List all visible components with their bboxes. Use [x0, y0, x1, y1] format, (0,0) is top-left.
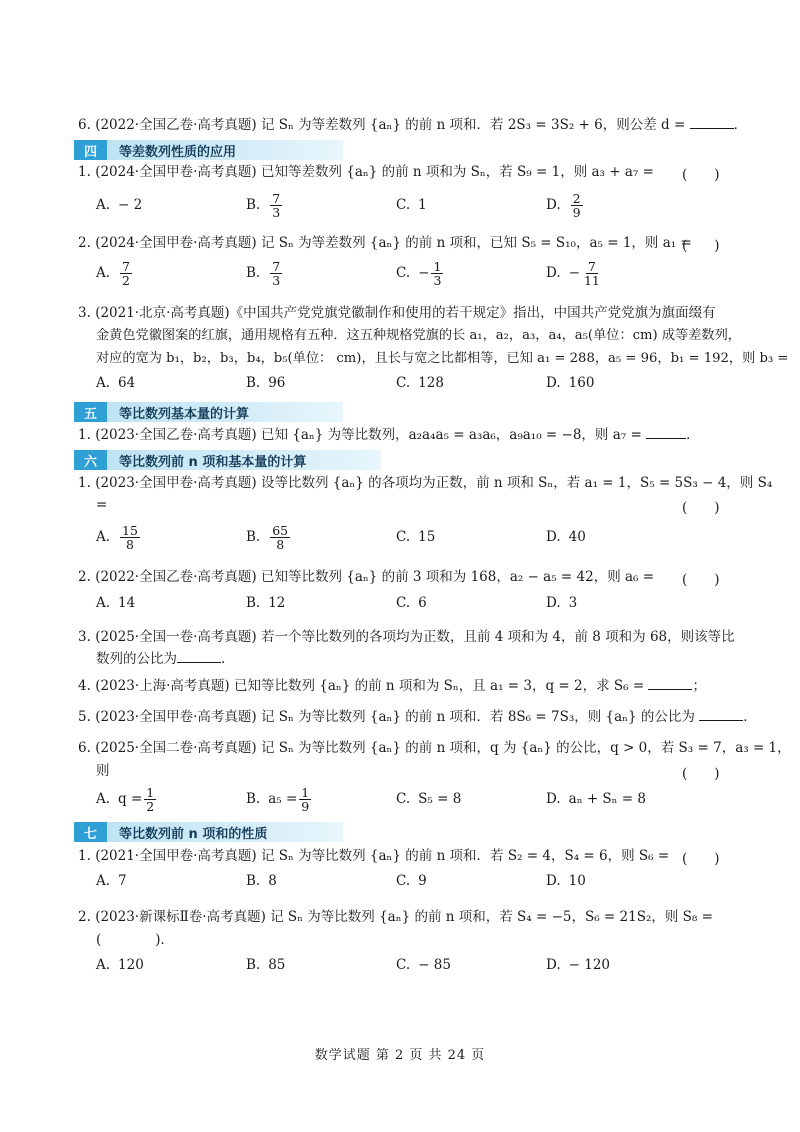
options-4-1: [96, 190, 656, 224]
answer-parentheses[interactable]: ( ): [682, 500, 720, 516]
option-a[interactable]: A. q = $\frac{1}{2}$: [96, 784, 155, 814]
option-b[interactable]: B. 12: [246, 595, 286, 611]
section-title: 等比数列基本量的计算: [107, 402, 343, 422]
answer-parentheses[interactable]: ( ): [682, 572, 720, 588]
section-number: 六: [74, 450, 107, 470]
option-a[interactable]: A. $\frac{15}{8}$: [96, 522, 138, 552]
options-4-3: [96, 368, 656, 402]
option-d[interactable]: D. 3: [546, 595, 578, 611]
option-c[interactable]: C. 15: [396, 529, 436, 545]
question-text: (2022·全国乙卷·高考真题) 记 Sₙ 为等差数列 {aₙ} 的前 n 项和．若 2S₃ = 3S₂ + 6，则公差 d =: [95, 117, 686, 133]
option-b[interactable]: B. a₅ = $\frac{1}{9}$: [246, 784, 310, 814]
exam-page: 6. (2022·全国乙卷·高考真题) 记 Sₙ 为等差数列 {aₙ} 的前 n 项和．若 2S₃ = 3S₂ + 6，则公差 d = ． 四 等差数列性质的应用 1. (2024·全国甲卷·高考真题) 已知等差数列 {aₙ} 的前 n 项和为 Sₙ，若 S₉ = 1，则 a₃ + a₇ = ( ) A. − 2 B. $\frac{7}{3}$ C. 1 D. $\frac{2}{9}$ 2. (2024·全国甲卷·高考真题) 记 Sₙ 为等差数列 {aₙ} 的前 n 项和，已知 S₅ = S₁₀，a₅ = 1，则 a₁ = ( ) A. $\frac{7}{2}$ B. $\frac{7}{3}$ C. − $\frac{1}{3}$ D. − $\frac{7}{11}$ 3. (2021·北京·高考真题)《中国共产党党旗党徽制作和使用的若干规定》指出，中国共产党党旗为旗面缀有 金黄色党徽图案的红旗，通用规格有五种．这五种规格党旗的长 a₁，a₂，a₃，a₄，a₅(单位：cm) 成等差数列， 对应的宽为 b₁，b₂，b₃，b₄，b₅(单位： cm)，且长与宽之比都相等，已知 a₁ = 288，a₅ = 96，b₁ = 192，则 b₃ = A. 64 B. 96 C. 128 D. 160 五 等比数列基本量的计算 1. (2023·全国乙卷·高考真题) 已知 {aₙ} 为等比数列，a₂a₄a₅ = a₃a₆，a₉a₁₀ = −8，则 a₇ = ． 六 等比数列前 n 项和基本量的计算 1. (2023·全国甲卷·高考真题) 设等比数列 {aₙ} 的各项均为正数，前 n 项和 Sₙ，若 a₁ = 1，S₅ = 5S₃ − 4，则 S₄ = ( ) A. $\frac{15}{8}$ B. $\frac{65}{8}$ C. 15 D. 40 2. (2022·全国乙卷·高考真题) 已知等比数列 {aₙ} 的前 3 项和为 168，a₂ − a₅ = 42，则 a₆ = ( ) A. 14 B. 12 C. 6 D. 3 3. (2025·全国一卷·高考真题) 若一个等比数列的各项均为正数，且前 4 项和为 4，前 8 项和为 68，则该等比 数列的公比为 ． 4. (2023·上海·高考真题) 已知等比数列 {aₙ} 的前 n 项和为 Sₙ，且 a₁ = 3，q = 2，求 S₆ = ； 5. (2023·全国甲卷·高考真题) 记 Sₙ 为等比数列 {aₙ} 的前 n 项和．若 8S₆ = 7S₃，则 {aₙ} 的公比为 ． 6. (2025·全国二卷·高考真题) 记 Sₙ 为等比数列 {aₙ} 的前 n 项和，q 为 {aₙ} 的公比，q > 0，若 S₃ = 7，a₃ = 1， 则 ( ) A. q = $\frac{1}{2}$ B. a₅ = $\frac{1}{9}$ C. S₅ = 8 D. aₙ + Sₙ = 8 七 等比数列前 n 项和的性质 1. (2021·全国甲卷·高考真题) 记 Sₙ 为等比数列 {aₙ} 的前 n 项和．若 S₂ = 4，S₄ = 6，则 S₆ = ( ) A. 7 B. 8 C. 9 D. 10 2. (2023·新课标Ⅱ卷·高考真题) 记 Sₙ 为等比数列 {aₙ} 的前 n 项和，若 S₄ = −5，S₆ = 21S₂，则 S₈ = ( )． A. 120 B. 85 C. − 85 D. − 120 数学试题 第 2 页 共 24 页: [0, 0, 800, 1132]
question-4-3: 3. (2021·北京·高考真题)《中国共产党党旗党徽制作和使用的若干规定》指出，中国共产党党旗为旗面缀有: [78, 305, 716, 321]
answer-blank[interactable]: [648, 689, 692, 690]
answer-parentheses[interactable]: ( ): [682, 238, 720, 254]
option-d[interactable]: D. aₙ + Sₙ = 8: [546, 791, 646, 807]
options-4-2: [96, 258, 656, 292]
question-7-1: 1. (2021·全国甲卷·高考真题) 记 Sₙ 为等比数列 {aₙ} 的前 n 项和．若 S₂ = 4，S₄ = 6，则 S₆ =: [78, 848, 670, 864]
options-6-2: [96, 588, 656, 622]
option-b[interactable]: B. $\frac{7}{3}$: [246, 258, 281, 288]
section-header-7: [74, 822, 343, 842]
options-7-1: [96, 866, 656, 900]
option-d[interactable]: D. 10: [546, 873, 586, 889]
question-number: 6.: [78, 117, 91, 133]
options-6-6: [96, 784, 656, 818]
question-6: 6. (2022·全国乙卷·高考真题) 记 Sₙ 为等差数列 {aₙ} 的前 n 项和．若 2S₃ = 3S₂ + 6，则公差 d = ．: [78, 117, 748, 133]
option-c[interactable]: C. 6: [396, 595, 427, 611]
option-c[interactable]: C. 128: [396, 375, 444, 391]
question-6-5: 5. (2023·全国甲卷·高考真题) 记 Sₙ 为等比数列 {aₙ} 的前 n 项和．若 8S₆ = 7S₃，则 {aₙ} 的公比为 ．: [78, 709, 757, 725]
option-d[interactable]: D. − $\frac{7}{11}$: [546, 258, 600, 288]
question-6-3: 3. (2025·全国一卷·高考真题) 若一个等比数列的各项均为正数，且前 4 项和为 4，前 8 项和为 68，则该等比: [78, 629, 735, 645]
question-4-2: 2. (2024·全国甲卷·高考真题) 记 Sₙ 为等差数列 {aₙ} 的前 n 项和，已知 S₅ = S₁₀，a₅ = 1，则 a₁ =: [78, 235, 692, 251]
option-d[interactable]: D. $\frac{2}{9}$: [546, 190, 581, 220]
answer-blank[interactable]: [690, 128, 734, 129]
question-5-1: 1. (2023·全国乙卷·高考真题) 已知 {aₙ} 为等比数列，a₂a₄a₅ = a₃a₆，a₉a₁₀ = −8，则 a₇ = ．: [78, 427, 700, 443]
section-header-5: [74, 402, 343, 422]
option-a[interactable]: A. 120: [96, 957, 144, 973]
question-4-1: 1. (2024·全国甲卷·高考真题) 已知等差数列 {aₙ} 的前 n 项和为 Sₙ，若 S₉ = 1，则 a₃ + a₇ =: [78, 164, 654, 180]
option-c[interactable]: C. 1: [396, 197, 427, 213]
section-title: 等比数列前 n 项和基本量的计算: [107, 450, 381, 470]
option-a[interactable]: A. 64: [96, 375, 136, 391]
answer-parentheses[interactable]: ( ): [682, 851, 720, 867]
option-b[interactable]: B. $\frac{65}{8}$: [246, 522, 289, 552]
option-a[interactable]: A. 7: [96, 873, 127, 889]
answer-parentheses[interactable]: ( )．: [96, 932, 175, 948]
option-a[interactable]: A. $\frac{7}{2}$: [96, 258, 130, 288]
question-4-3-line3: 对应的宽为 b₁，b₂，b₃，b₄，b₅(单位： cm)，且长与宽之比都相等，已知 a₁ = 288，a₅ = 96，b₁ = 192，则 b₃ =: [96, 351, 789, 366]
answer-parentheses[interactable]: ( ): [682, 167, 720, 183]
question-7-2: 2. (2023·新课标Ⅱ卷·高考真题) 记 Sₙ 为等比数列 {aₙ} 的前 n 项和，若 S₄ = −5，S₆ = 21S₂，则 S₈ =: [78, 909, 713, 925]
answer-blank[interactable]: [699, 720, 743, 721]
page-footer: 数学试题 第 2 页 共 24 页: [314, 1048, 486, 1063]
section-header-6: [74, 450, 381, 470]
section-number: 七: [74, 822, 107, 842]
fraction: $\frac{7}{3}$: [272, 190, 281, 220]
option-d[interactable]: D. 160: [546, 375, 595, 391]
question-6-2: 2. (2022·全国乙卷·高考真题) 已知等比数列 {aₙ} 的前 3 项和为 168，a₂ − a₅ = 42，则 a₆ =: [78, 569, 655, 585]
section-header-4: [74, 140, 343, 160]
option-b[interactable]: B. 8: [246, 873, 277, 889]
question-6-4: 4. (2023·上海·高考真题) 已知等比数列 {aₙ} 的前 n 项和为 Sₙ，且 a₁ = 3，q = 2，求 S₆ = ；: [78, 678, 706, 694]
option-c[interactable]: C. − 85: [396, 957, 451, 973]
option-c[interactable]: C. − $\frac{1}{3}$: [396, 258, 442, 288]
option-a[interactable]: A. 14: [96, 595, 136, 611]
question-4-3-line2: 金黄色党徽图案的红旗，通用规格有五种．这五种规格党旗的长 a₁，a₂，a₃，a₄，a₅(单位：cm) 成等差数列，: [96, 328, 741, 343]
option-c[interactable]: C. 9: [396, 873, 427, 889]
option-b[interactable]: B. 85: [246, 957, 286, 973]
option-d[interactable]: D. − 120: [546, 957, 611, 973]
option-c[interactable]: C. S₅ = 8: [396, 791, 462, 807]
section-title: 等比数列前 n 项和的性质: [107, 822, 343, 842]
section-number: 四: [74, 140, 107, 160]
fraction: $\frac{2}{9}$: [572, 190, 581, 220]
question-6-6: 6. (2025·全国二卷·高考真题) 记 Sₙ 为等比数列 {aₙ} 的前 n 项和，q 为 {aₙ} 的公比，q > 0，若 S₃ = 7，a₃ = 1，: [78, 740, 791, 756]
option-b[interactable]: B. $\frac{7}{3}$: [246, 190, 281, 220]
option-a[interactable]: A. − 2: [96, 197, 143, 213]
options-7-2: [96, 950, 656, 984]
section-number: 五: [74, 402, 107, 422]
answer-blank[interactable]: [646, 438, 686, 439]
options-6-1: [96, 522, 656, 556]
option-b[interactable]: B. 96: [246, 375, 286, 391]
answer-parentheses[interactable]: ( ): [682, 766, 720, 782]
option-d[interactable]: D. 40: [546, 529, 586, 545]
section-title: 等差数列性质的应用: [107, 140, 343, 160]
question-6-1: 1. (2023·全国甲卷·高考真题) 设等比数列 {aₙ} 的各项均为正数，前 n 项和 Sₙ，若 a₁ = 1，S₅ = 5S₃ − 4，则 S₄: [78, 475, 773, 491]
answer-blank[interactable]: [177, 662, 221, 663]
